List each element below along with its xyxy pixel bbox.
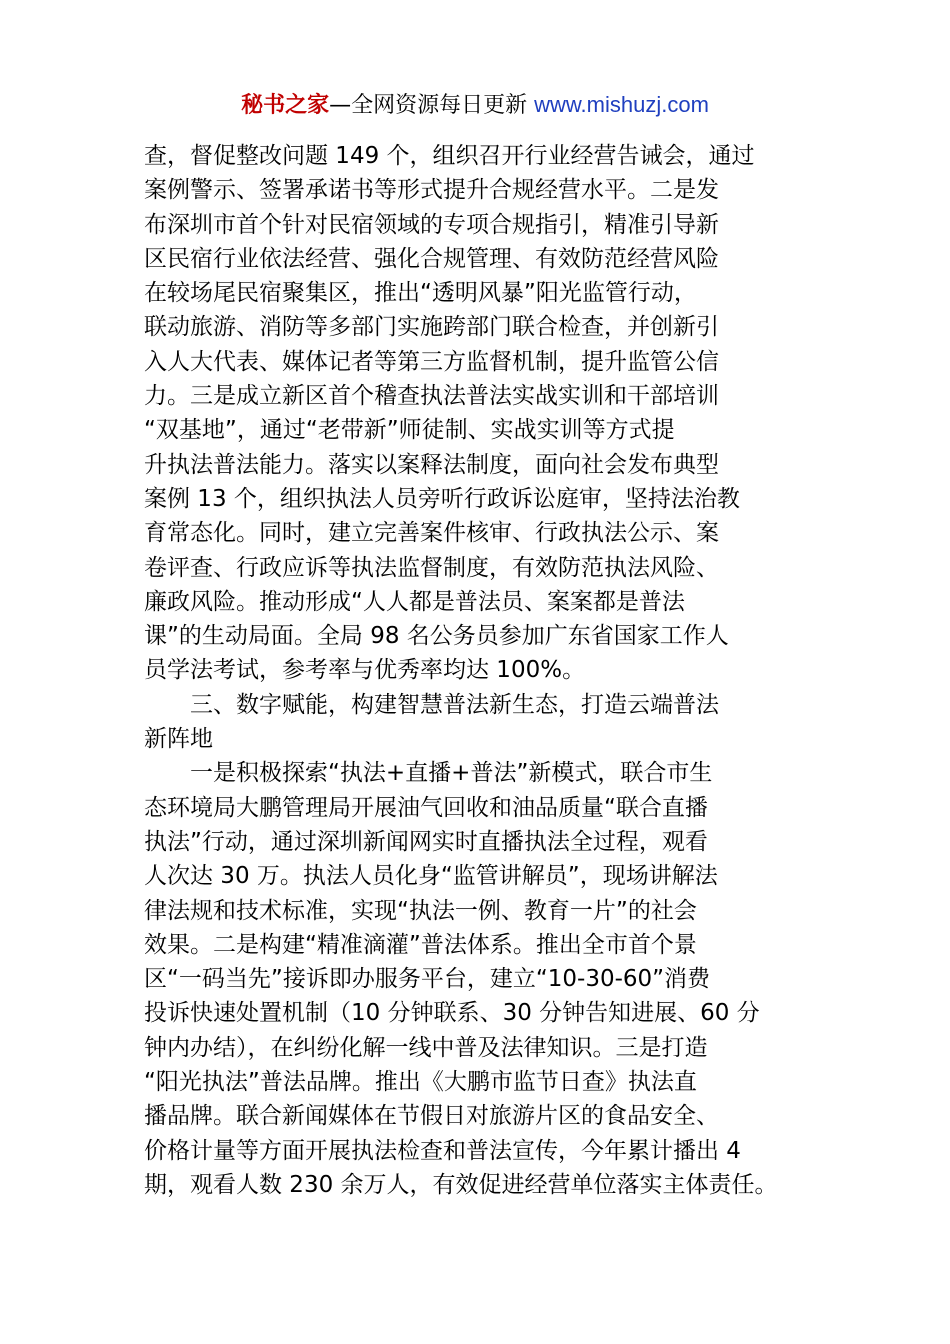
text-line: 态环境局大鹏管理局开展油气回收和油品质量“联合直播 — [144, 794, 708, 821]
text-line: 育常态化。同时，建立完善案件核审、行政执法公示、案 — [144, 520, 719, 547]
text-line: 钟内办结），在纠纷化解一线中普及法律知识。三是打造 — [144, 1034, 708, 1061]
section-heading-continued: 新阵地 — [144, 726, 213, 753]
text-line: 联动旅游、消防等多部门实施跨部门联合检查，并创新引 — [144, 314, 719, 341]
text-line: 一是积极探索“执法+直播+普法”新模式，联合市生 — [190, 760, 713, 787]
document-body — [144, 139, 824, 1202]
text-line: 人次达 30 万。执法人员化身“监管讲解员”，现场讲解法 — [144, 863, 718, 890]
text-line: 播品牌。联合新闻媒体在节假日对旅游片区的食品安全、 — [144, 1103, 719, 1130]
text-line: 效果。二是构建“精准滴灌”普法体系。推出全市首个景 — [144, 931, 697, 958]
text-line: 查，督促整改问题 149 个，组织召开行业经营告诫会，通过 — [144, 143, 755, 169]
text-line: 期，观看人数 230 余万人，有效促进经营单位落实主体责任。 — [144, 1171, 778, 1198]
text-line: 入人大代表、媒体记者等第三方监督机制，提升监管公信 — [144, 348, 719, 375]
text-line: 投诉快速处置机制（10 分钟联系、30 分钟告知进展、60 分 — [144, 1000, 760, 1027]
text-line: 廉政风险。推动形成“人人都是普法员、案案都是普法 — [144, 588, 685, 615]
text-line: 布深圳市首个针对民宿领域的专项合规指引，精准引导新 — [144, 211, 719, 238]
text-line: 力。三是成立新区首个稽查执法普法实战实训和干部培训 — [144, 383, 719, 410]
text-line: 课”的生动局面。全局 98 名公务员参加广东省国家工作人 — [144, 623, 729, 650]
text-line: 在较场尾民宿聚集区，推出“透明风暴”阳光监管行动， — [144, 280, 697, 307]
text-line: “双基地”，通过“老带新”师徒制、实战实训等方式提 — [144, 417, 675, 444]
site-url-link[interactable]: www.mishuzj.com — [534, 92, 709, 117]
text-line: 区“一码当先”接诉即办服务平台，建立“10-30-60”消费 — [144, 966, 711, 993]
site-tagline: —全网资源每日更新 — [329, 93, 535, 118]
site-header — [0, 88, 950, 123]
text-line: 价格计量等方面开展执法检查和普法宣传，今年累计播出 4 — [144, 1137, 741, 1164]
text-line: 案例警示、签署承诺书等形式提升合规经营水平。二是发 — [144, 177, 719, 204]
text-line: 案例 13 个，组织执法人员旁听行政诉讼庭审，坚持法治教 — [144, 485, 740, 512]
text-line: 律法规和技术标准，实现“执法一例、教育一片”的社会 — [144, 897, 697, 924]
text-line: “阳光执法”普法品牌。推出《大鹏市监节日查》执法直 — [144, 1069, 697, 1096]
text-line: 卷评查、行政应诉等执法监督制度，有效防范执法风险、 — [144, 554, 719, 581]
text-line: 员学法考试，参考率与优秀率均达 100%。 — [144, 657, 586, 684]
section-heading: 三、数字赋能，构建智慧普法新生态，打造云端普法 — [190, 691, 719, 718]
text-line: 升执法普法能力。落实以案释法制度，面向社会发布典型 — [144, 451, 719, 478]
text-line: 区民宿行业依法经营、强化合规管理、有效防范经营风险 — [144, 245, 719, 272]
text-line: 执法”行动，通过深圳新闻网实时直播执法全过程，观看 — [144, 828, 708, 855]
site-brand: 秘书之家 — [241, 93, 330, 118]
